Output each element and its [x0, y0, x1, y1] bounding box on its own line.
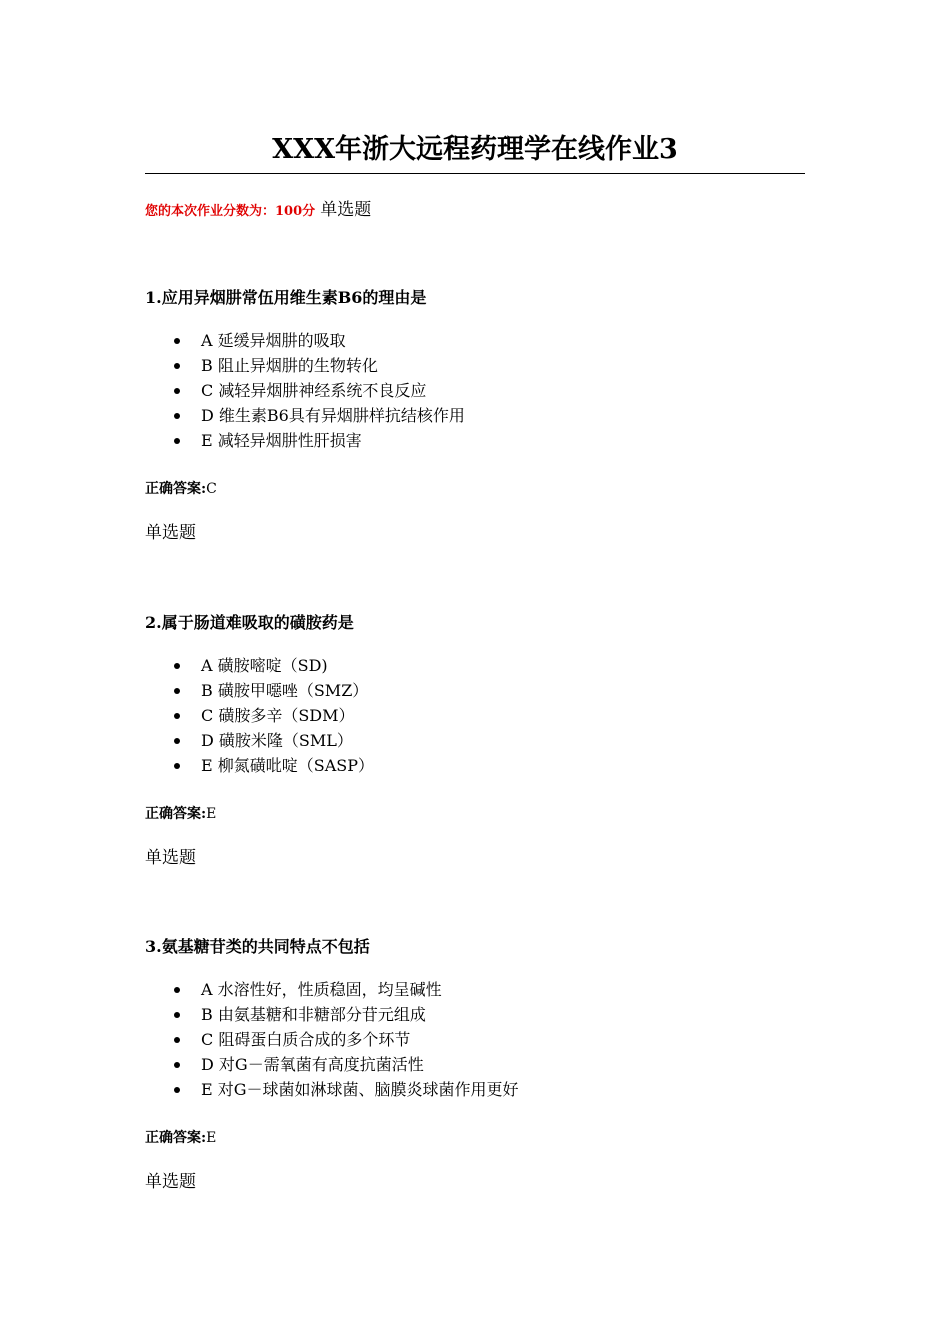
question-type-label: 单选题	[320, 200, 372, 220]
bullet-icon	[174, 688, 180, 694]
bullet-icon	[174, 1037, 180, 1043]
option-b: B 磺胺甲噁唑（SMZ）	[145, 678, 825, 703]
question-type-label: 单选题	[145, 523, 196, 543]
score-line	[145, 198, 371, 224]
question-3	[145, 935, 825, 1194]
title-divider	[145, 173, 805, 174]
bullet-icon	[174, 338, 180, 344]
option-b: B 由氨基糖和非糖部分苷元组成	[145, 1002, 825, 1027]
question-type-label: 单选题	[145, 1172, 196, 1192]
question-title: 3.氨基糖苷类的共同特点不包括	[145, 937, 370, 956]
option-c: C 磺胺多辛（SDM）	[145, 703, 825, 728]
option-b: B 阻止异烟肼的生物转化	[145, 353, 825, 378]
question-title: 2.属于肠道难吸取的磺胺药是	[145, 613, 354, 632]
bullet-icon	[174, 987, 180, 993]
question-title: 1.应用异烟肼常伍用维生素B6的理由是	[145, 288, 427, 307]
correct-answer: 正确答案:C	[145, 481, 217, 497]
bullet-icon	[174, 713, 180, 719]
option-e: E 柳氮磺吡啶（SASP）	[145, 753, 825, 778]
option-c: C 减轻异烟肼神经系统不良反应	[145, 378, 825, 403]
option-e: E 对G－球菌如淋球菌、脑膜炎球菌作用更好	[145, 1077, 825, 1102]
bullet-icon	[174, 363, 180, 369]
bullet-icon	[174, 388, 180, 394]
bullet-icon	[174, 738, 180, 744]
option-c: C 阻碍蛋白质合成的多个环节	[145, 1027, 825, 1052]
option-d: D 磺胺米隆（SML）	[145, 728, 825, 753]
correct-answer: 正确答案:E	[145, 1130, 217, 1146]
bullet-icon	[174, 1062, 180, 1068]
option-d: D 维生素B6具有异烟肼样抗结核作用	[145, 403, 825, 428]
bullet-icon	[174, 438, 180, 444]
option-a: A 磺胺嘧啶（SD)	[145, 653, 825, 678]
bullet-icon	[174, 413, 180, 419]
correct-answer: 正确答案:E	[145, 806, 217, 822]
page-title: XXX年浙大远程药理学在线作业3	[272, 134, 678, 165]
bullet-icon	[174, 1012, 180, 1018]
option-list	[145, 653, 825, 778]
score-text: 您的本次作业分数为：100分	[145, 204, 316, 219]
question-1	[145, 286, 825, 545]
question-2	[145, 611, 825, 870]
option-a: A 水溶性好，性质稳固，均呈碱性	[145, 977, 825, 1002]
option-e: E 减轻异烟肼性肝损害	[145, 428, 825, 453]
question-type-label: 单选题	[145, 848, 196, 868]
option-a: A 延缓异烟肼的吸取	[145, 328, 825, 353]
option-d: D 对G－需氧菌有高度抗菌活性	[145, 1052, 825, 1077]
bullet-icon	[174, 1087, 180, 1093]
bullet-icon	[174, 763, 180, 769]
option-list	[145, 977, 825, 1102]
bullet-icon	[174, 663, 180, 669]
option-list	[145, 328, 825, 453]
